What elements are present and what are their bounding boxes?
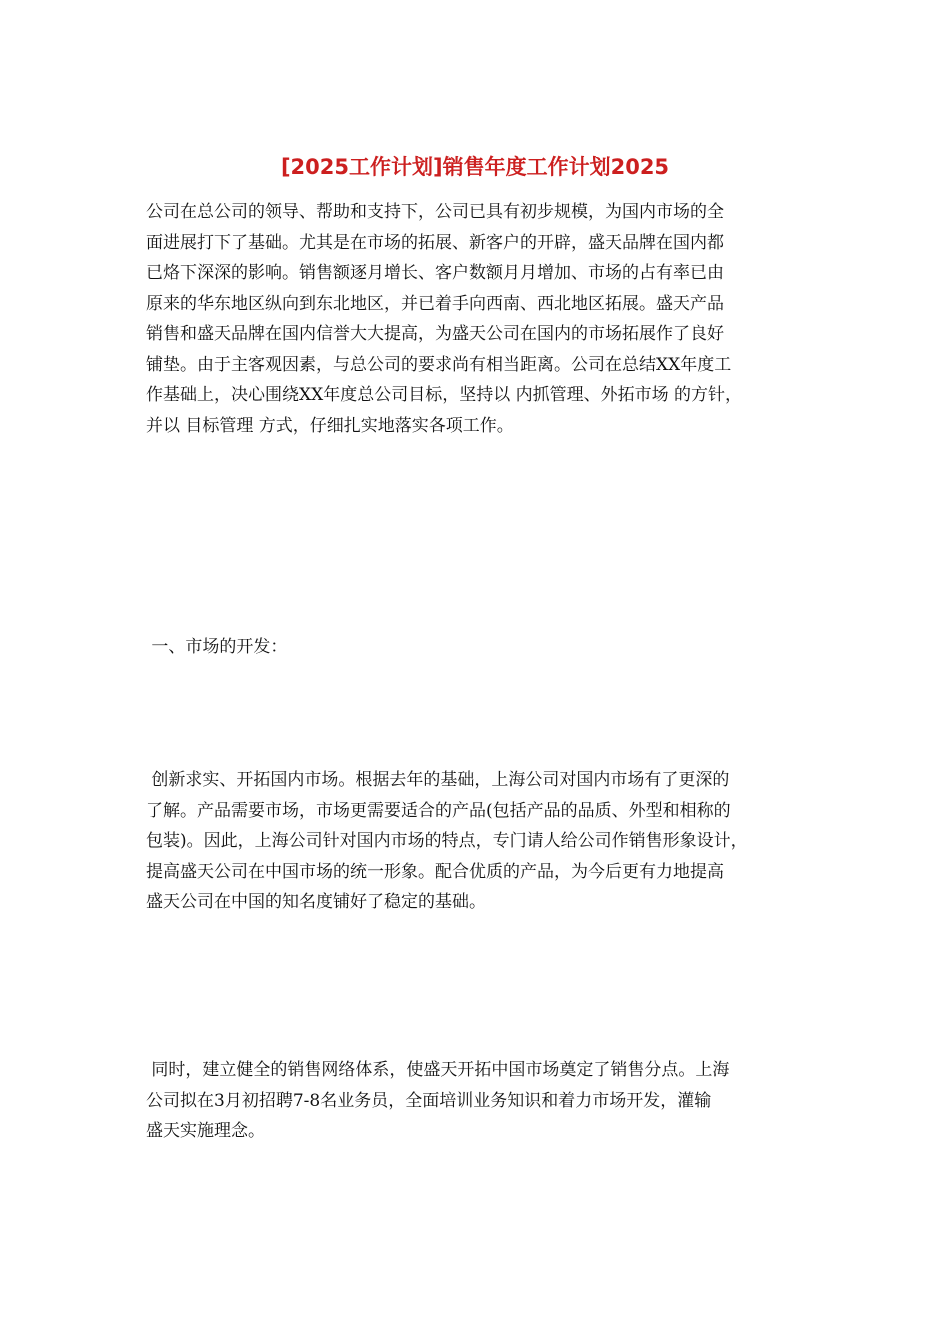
paragraph-sales-network [146, 1055, 826, 1147]
text-line: 盛天实施理念。 [146, 1121, 265, 1141]
text-line: 铺垫。由于主客观因素，与总公司的要求尚有相当距离。公司在总结XX年度工 [146, 354, 732, 375]
section-heading-market-development [146, 632, 826, 663]
paragraph-market-innovation [146, 765, 826, 918]
document-title: [2025工作计划]销售年度工作计划2025 [280, 155, 670, 179]
text-line: 面进展打下了基础。尤其是在市场的拓展、新客户的开辟，盛天品牌在国内都 [146, 232, 724, 253]
text-line: 并以 目标管理 方式，仔细扎实地落实各项工作。 [146, 415, 514, 436]
text-line: 公司拟在3月初招聘7-8名业务员，全面培训业务知识和着力市场开发，灌输 [146, 1090, 712, 1111]
text-line: 销售和盛天品牌在国内信誉大大提高，为盛天公司在国内的市场拓展作了良好 [146, 324, 724, 344]
text-line: 已烙下深深的影响。销售额逐月增长、客户数额月月增加、市场的占有率已由 [146, 263, 724, 283]
text-line: 创新求实、开拓国内市场。根据去年的基础，上海公司对国内市场有了更深的 [146, 770, 730, 790]
text-line: 同时，建立健全的销售网络体系，使盛天开拓中国市场奠定了销售分点。上海 [146, 1060, 730, 1080]
text-line: 了解。产品需要市场，市场更需要适合的产品(包括产品的品质、外型和相称的 [146, 800, 731, 821]
text-line: 原来的华东地区纵向到东北地区，并已着手向西南、西北地区拓展。盛天产品 [146, 293, 724, 314]
text-line: 公司在总公司的领导、帮助和支持下，公司已具有初步规模，为国内市场的全 [146, 202, 724, 222]
paragraph-intro [146, 197, 826, 441]
heading-text: 一、市场的开发： [146, 637, 288, 657]
text-line: 盛天公司在中国的知名度铺好了稳定的基础。 [146, 892, 486, 912]
text-line: 提高盛天公司在中国市场的统一形象。配合优质的产品，为今后更有力地提高 [146, 861, 724, 882]
text-line: 包装)。因此，上海公司针对国内市场的特点，专门请人给公司作销售形象设计， [146, 831, 748, 851]
text-line: 作基础上，决心围绕XX年度总公司目标，坚持以 内抓管理、外拓市场 的方针， [146, 385, 743, 405]
